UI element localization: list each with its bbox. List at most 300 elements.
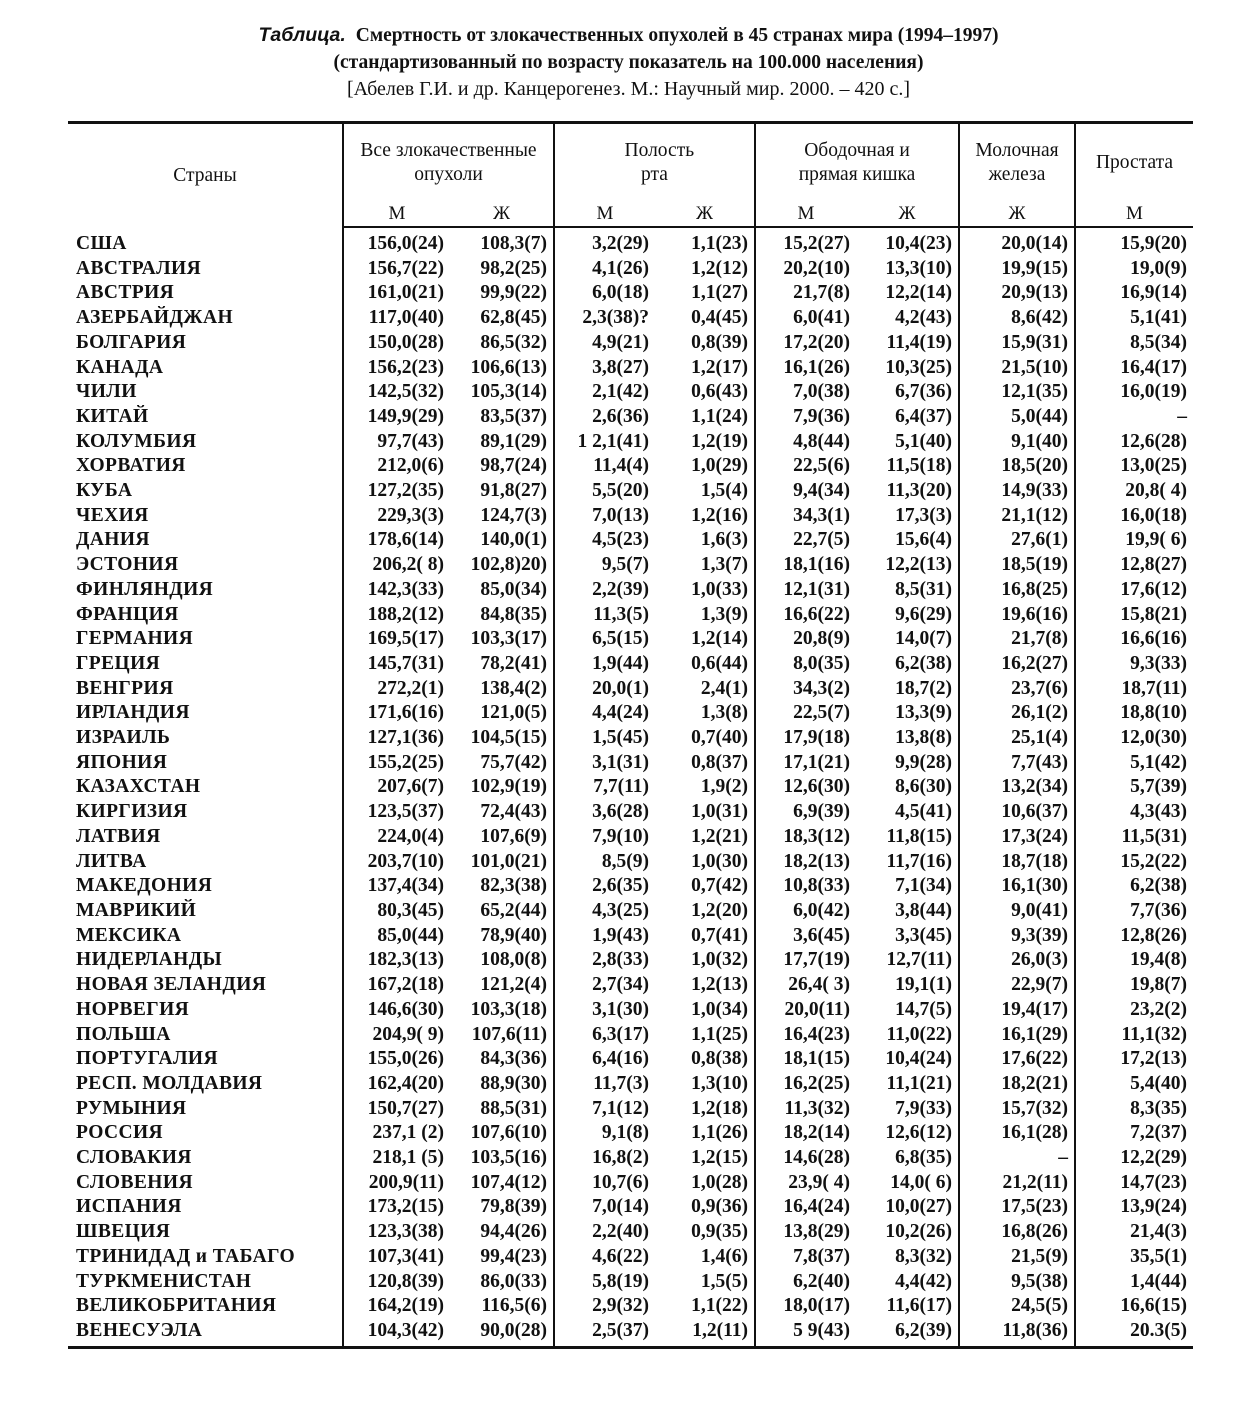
cell-breast-female: 17,5(23): [959, 1195, 1075, 1220]
cell-all-female: 107,4(12): [470, 1171, 547, 1193]
cell-all-male: 107,3(41): [343, 1245, 450, 1270]
cell-all-male: 162,4(20): [343, 1072, 450, 1097]
cell-country: БОЛГАРИЯ: [76, 331, 187, 353]
cell-country: ТУРКМЕНИСТАН: [76, 1270, 252, 1292]
table-row: [68, 1270, 1193, 1295]
cell-colon-male: 7,9(36): [755, 405, 856, 430]
cell-all-male: 218,1 (5): [343, 1146, 450, 1171]
cell-all-female: 107,6(10): [470, 1122, 547, 1144]
cell-all-male: 156,7(22): [343, 257, 450, 282]
cell-oral-male: 3,6(28): [554, 800, 655, 825]
cell-all-female: 99,9(22): [480, 282, 547, 304]
cell-country: США: [76, 232, 127, 254]
cell-colon-female: 4,4(42): [895, 1270, 952, 1292]
cell-oral-male: 7,7(11): [554, 775, 655, 800]
cell-all-male: 120,8(39): [343, 1270, 450, 1295]
cell-colon-male: 13,8(29): [755, 1220, 856, 1245]
cell-country: ГЕРМАНИЯ: [76, 628, 194, 650]
cell-all-male: 117,0(40): [343, 306, 450, 331]
cell-prostate-male: 19,8(7): [1075, 973, 1193, 998]
table-row: [68, 726, 1193, 751]
cell-all-male: 80,3(45): [343, 899, 450, 924]
cell-colon-female: 15,6(4): [895, 529, 952, 551]
cell-all-female: 103,5(16): [470, 1147, 547, 1169]
cell-breast-female: 8,6(42): [959, 306, 1075, 331]
cell-breast-female: 16,8(25): [959, 578, 1075, 603]
cell-all-female: 86,0(33): [480, 1270, 547, 1292]
table-header: [68, 123, 1193, 228]
cell-colon-female: 6,2(38): [895, 652, 952, 674]
table-body: [68, 227, 1193, 1347]
cell-colon-male: 16,6(22): [755, 603, 856, 628]
cell-colon-male: 4,8(44): [755, 430, 856, 455]
cell-oral-male: 11,3(5): [554, 603, 655, 628]
cell-breast-female: 18,5(19): [959, 553, 1075, 578]
cell-colon-female: 3,8(44): [895, 899, 952, 921]
header-all-cancers: Все злокачественные опухоли: [343, 123, 554, 203]
table-row: [68, 1220, 1193, 1245]
cell-prostate-male: 16,6(16): [1075, 627, 1193, 652]
table-row: [68, 973, 1193, 998]
cell-all-male: 150,7(27): [343, 1097, 450, 1122]
cell-oral-female: 1,0(28): [691, 1171, 748, 1193]
cell-oral-female: 1,9(2): [700, 776, 748, 798]
cell-all-female: 108,0(8): [480, 949, 547, 971]
caption-label: Таблица.: [258, 24, 346, 46]
cell-prostate-male: 15,9(20): [1075, 227, 1193, 257]
cell-colon-female: 10,4(24): [885, 1048, 952, 1070]
cell-oral-male: 4,9(21): [554, 331, 655, 356]
cell-all-female: 98,2(25): [480, 257, 547, 279]
cell-oral-female: 2,4(1): [700, 677, 748, 699]
cell-oral-female: 0,9(36): [691, 1196, 748, 1218]
cell-country: КИТАЙ: [76, 405, 149, 427]
cell-colon-male: 22,5(7): [755, 701, 856, 726]
cell-oral-female: 0,6(44): [691, 652, 748, 674]
cell-colon-female: 11,7(16): [886, 850, 952, 872]
cell-oral-female: 1,5(5): [700, 1270, 748, 1292]
cell-breast-female: 21,7(8): [959, 627, 1075, 652]
cell-oral-male: 9,5(7): [554, 553, 655, 578]
cell-oral-female: 0,7(40): [691, 727, 748, 749]
table-row: [68, 1097, 1193, 1122]
header-breast-female: Ж: [959, 202, 1075, 227]
cell-country: КОЛУМБИЯ: [76, 430, 197, 452]
table-row: [68, 1245, 1193, 1270]
header-oral-cavity: Полость рта: [554, 123, 755, 203]
table-row: [68, 430, 1193, 455]
cell-oral-male: 10,7(6): [554, 1171, 655, 1196]
cell-prostate-male: –: [1075, 405, 1193, 430]
cell-all-male: 200,9(11): [343, 1171, 450, 1196]
cell-breast-female: 23,7(6): [959, 677, 1075, 702]
cell-breast-female: 10,6(37): [959, 800, 1075, 825]
table-row: [68, 1294, 1193, 1319]
cell-colon-male: 6,0(41): [755, 306, 856, 331]
cell-oral-male: 2,7(34): [554, 973, 655, 998]
cell-prostate-male: 35,5(1): [1075, 1245, 1193, 1270]
cell-prostate-male: 8,3(35): [1075, 1097, 1193, 1122]
header-colon-female: Ж: [856, 202, 959, 227]
cell-oral-female: 1,2(17): [691, 356, 748, 378]
cell-all-female: 91,8(27): [480, 480, 547, 502]
cell-prostate-male: 23,2(2): [1075, 998, 1193, 1023]
table-row: [68, 1195, 1193, 1220]
cell-oral-female: 0,7(41): [691, 924, 748, 946]
cell-oral-female: 1,2(16): [691, 504, 748, 526]
cell-oral-male: 2,6(36): [554, 405, 655, 430]
cell-oral-male: 1,5(45): [554, 726, 655, 751]
table-row: [68, 227, 1193, 257]
cell-prostate-male: 16,9(14): [1075, 281, 1193, 306]
cell-oral-male: 3,1(30): [554, 998, 655, 1023]
cell-all-male: 145,7(31): [343, 652, 450, 677]
cell-prostate-male: 19,4(8): [1075, 948, 1193, 973]
cell-colon-male: 15,2(27): [755, 227, 856, 257]
cell-breast-female: 12,1(35): [959, 380, 1075, 405]
cell-all-male: 229,3(3): [343, 504, 450, 529]
cell-country: МЕКСИКА: [76, 924, 182, 946]
cell-breast-female: 21,1(12): [959, 504, 1075, 529]
cell-colon-male: 14,6(28): [755, 1146, 856, 1171]
cell-oral-male: 6,4(16): [554, 1047, 655, 1072]
cell-oral-male: 1,9(43): [554, 924, 655, 949]
cell-breast-female: 13,2(34): [959, 775, 1075, 800]
cell-prostate-male: 12,2(29): [1075, 1146, 1193, 1171]
cell-breast-female: 27,6(1): [959, 528, 1075, 553]
cell-oral-male: 8,5(9): [554, 850, 655, 875]
cell-country: ИРЛАНДИЯ: [76, 702, 190, 724]
cell-all-female: 88,9(30): [480, 1072, 547, 1094]
table-row: [68, 356, 1193, 381]
cell-all-female: 116,5(6): [481, 1295, 547, 1317]
table-row: [68, 454, 1193, 479]
cell-all-male: 127,2(35): [343, 479, 450, 504]
cell-breast-female: 20,0(14): [959, 227, 1075, 257]
cell-colon-male: 12,6(30): [755, 775, 856, 800]
cell-breast-female: 21,5(10): [959, 356, 1075, 381]
cell-oral-female: 1,1(24): [691, 405, 748, 427]
cell-colon-male: 22,7(5): [755, 528, 856, 553]
cell-oral-male: 4,5(23): [554, 528, 655, 553]
cell-oral-male: 6,0(18): [554, 281, 655, 306]
cell-country: ЛАТВИЯ: [76, 825, 161, 847]
cell-all-female: 105,3(14): [470, 381, 547, 403]
cell-oral-male: 2,2(39): [554, 578, 655, 603]
cell-colon-female: 7,1(34): [895, 875, 952, 897]
cell-prostate-male: 16,0(19): [1075, 380, 1193, 405]
cell-breast-female: 24,5(5): [959, 1294, 1075, 1319]
cell-all-female: 78,2(41): [480, 652, 547, 674]
cell-oral-male: 2,6(35): [554, 874, 655, 899]
cell-oral-male: 1,9(44): [554, 652, 655, 677]
cell-oral-female: 0,9(35): [691, 1221, 748, 1243]
cell-colon-female: 18,7(2): [895, 677, 952, 699]
cell-breast-female: 21,2(11): [959, 1171, 1075, 1196]
cell-colon-male: 18,3(12): [755, 825, 856, 850]
cell-oral-male: 4,3(25): [554, 899, 655, 924]
cell-colon-male: 23,9( 4): [755, 1171, 856, 1196]
cell-colon-female: 17,3(3): [895, 504, 952, 526]
cell-all-male: 164,2(19): [343, 1294, 450, 1319]
cell-colon-male: 16,2(25): [755, 1072, 856, 1097]
cell-prostate-male: 21,4(3): [1075, 1220, 1193, 1245]
cell-colon-female: 10,2(26): [885, 1221, 952, 1243]
cell-prostate-male: 12,6(28): [1075, 430, 1193, 455]
cell-colon-male: 18,2(14): [755, 1121, 856, 1146]
cell-breast-female: 16,1(28): [959, 1121, 1075, 1146]
cell-breast-female: 26,1(2): [959, 701, 1075, 726]
table-row: [68, 1072, 1193, 1097]
cell-colon-male: 10,8(33): [755, 874, 856, 899]
cell-all-female: 79,8(39): [480, 1196, 547, 1218]
cell-oral-female: 1,5(4): [700, 480, 748, 502]
cell-prostate-male: 16,6(15): [1075, 1294, 1193, 1319]
cell-oral-male: 2,9(32): [554, 1294, 655, 1319]
cell-oral-female: 1,6(3): [700, 529, 748, 551]
cell-breast-female: 19,6(16): [959, 603, 1075, 628]
cell-all-female: 124,7(3): [480, 504, 547, 526]
cell-colon-female: 11,5(18): [886, 455, 952, 477]
cell-all-male: 137,4(34): [343, 874, 450, 899]
cell-oral-female: 1,2(15): [691, 1147, 748, 1169]
cell-oral-female: 1,1(25): [691, 1023, 748, 1045]
cell-oral-female: 1,2(12): [691, 257, 748, 279]
cell-oral-female: 1,2(19): [691, 430, 748, 452]
cell-oral-male: 9,1(8): [554, 1121, 655, 1146]
cell-oral-male: 6,5(15): [554, 627, 655, 652]
cell-all-male: 123,3(38): [343, 1220, 450, 1245]
table-row: [68, 578, 1193, 603]
cell-all-female: 103,3(17): [470, 628, 547, 650]
cell-all-female: 99,4(23): [480, 1245, 547, 1267]
cell-all-female: 121,2(4): [480, 974, 547, 996]
cell-country: ХОРВАТИЯ: [76, 455, 186, 477]
table-row: [68, 652, 1193, 677]
cell-all-female: 140,0(1): [480, 529, 547, 551]
table-row: [68, 1047, 1193, 1072]
cell-breast-female: 9,0(41): [959, 899, 1075, 924]
table-row: [68, 603, 1193, 628]
cell-prostate-male: 16,0(18): [1075, 504, 1193, 529]
cell-colon-female: 12,2(14): [885, 282, 952, 304]
cell-all-female: 78,9(40): [480, 924, 547, 946]
table-row: [68, 479, 1193, 504]
cell-oral-male: 7,1(12): [554, 1097, 655, 1122]
table-row: [68, 1023, 1193, 1048]
cell-all-female: 107,6(9): [480, 825, 547, 847]
cell-all-male: 182,3(13): [343, 948, 450, 973]
cell-country: ФИНЛЯНДИЯ: [76, 578, 214, 600]
cell-colon-male: 9,4(34): [755, 479, 856, 504]
cell-colon-male: 26,4( 3): [755, 973, 856, 998]
cell-country: ПОРТУГАЛИЯ: [76, 1048, 218, 1070]
cell-all-female: 90,0(28): [450, 1319, 554, 1347]
cell-country: ТРИНИДАД и ТАБАГО: [76, 1245, 296, 1267]
cell-prostate-male: 20,8( 4): [1075, 479, 1193, 504]
cell-breast-female: 19,9(15): [959, 257, 1075, 282]
cell-oral-female: 1,0(33): [691, 578, 748, 600]
cell-oral-male: 7,0(14): [554, 1195, 655, 1220]
cell-country: ИЗРАИЛЬ: [76, 727, 171, 749]
cell-oral-male: 11,7(3): [554, 1072, 655, 1097]
cell-country: КИРГИЗИЯ: [76, 801, 188, 823]
table-row: [68, 1146, 1193, 1171]
cell-colon-female: 12,2(13): [885, 554, 952, 576]
cell-country: КАНАДА: [76, 356, 164, 378]
cell-country: РЕСП. МОЛДАВИЯ: [76, 1072, 263, 1094]
cell-oral-male: 5,8(19): [554, 1270, 655, 1295]
header-prostate-male: М: [1075, 202, 1193, 227]
cell-country: АВСТРИЯ: [76, 282, 175, 304]
cell-country: РОССИЯ: [76, 1122, 164, 1144]
cell-all-female: 107,6(11): [471, 1023, 547, 1045]
cell-colon-male: 18,1(15): [755, 1047, 856, 1072]
cell-oral-male: 2,2(40): [554, 1220, 655, 1245]
caption-line-2: (стандартизованный по возрасту показатель на 100.000 населения): [333, 52, 924, 73]
caption-title: Смертность от злокачественных опухолей в 45 странах мира (1994–1997): [355, 25, 999, 46]
cell-prostate-male: 4,3(43): [1075, 800, 1193, 825]
cell-oral-female: 1,3(8): [700, 702, 748, 724]
cell-prostate-male: 11,5(31): [1075, 825, 1193, 850]
caption-line-1: [0, 22, 1257, 49]
cell-oral-male: 3,8(27): [554, 356, 655, 381]
cell-prostate-male: 1,4(44): [1075, 1270, 1193, 1295]
cell-colon-female: 10,4(23): [885, 233, 952, 254]
cell-oral-female: 1,2(14): [691, 628, 748, 650]
cell-oral-male: 3,2(29): [554, 227, 655, 257]
cell-all-male: 203,7(10): [343, 850, 450, 875]
cell-prostate-male: 5,1(41): [1075, 306, 1193, 331]
cell-all-male: 127,1(36): [343, 726, 450, 751]
cell-country: КУБА: [76, 480, 133, 502]
cell-colon-female: 13,3(10): [885, 257, 952, 279]
cell-colon-female: 6,2(39): [856, 1319, 959, 1347]
header-all-female: Ж: [450, 202, 554, 227]
cell-breast-female: 16,1(29): [959, 1023, 1075, 1048]
header-all-male: М: [343, 202, 450, 227]
cell-oral-male: 2,5(37): [554, 1319, 655, 1347]
cell-oral-male: 7,9(10): [554, 825, 655, 850]
cell-breast-female: 16,2(27): [959, 652, 1075, 677]
cell-all-male: 142,5(32): [343, 380, 450, 405]
cell-country: НОРВЕГИЯ: [76, 998, 190, 1020]
cell-prostate-male: 13,9(24): [1075, 1195, 1193, 1220]
cell-breast-female: 26,0(3): [959, 948, 1075, 973]
cell-all-female: 103,3(18): [470, 998, 547, 1020]
cell-colon-male: 16,4(24): [755, 1195, 856, 1220]
table-caption: [0, 22, 1257, 103]
cell-prostate-male: 8,5(34): [1075, 331, 1193, 356]
table-row: [68, 874, 1193, 899]
cell-oral-male: 7,0(13): [554, 504, 655, 529]
cell-oral-male: 1 2,1(41): [554, 430, 655, 455]
cell-all-male: 142,3(33): [343, 578, 450, 603]
header-colon-rectum: Ободочная и прямая кишка: [755, 123, 959, 203]
cell-colon-male: 18,0(17): [755, 1294, 856, 1319]
cell-oral-female: 1,2(20): [691, 899, 748, 921]
cell-colon-male: 20,0(11): [755, 998, 856, 1023]
cell-oral-female: 0,8(37): [691, 751, 748, 773]
header-oral-female: Ж: [655, 202, 755, 227]
cell-all-female: 106,6(13): [470, 356, 547, 378]
cell-prostate-male: 15,8(21): [1075, 603, 1193, 628]
cell-all-male: 146,6(30): [343, 998, 450, 1023]
table-row: [68, 257, 1193, 282]
cell-colon-male: 17,7(19): [755, 948, 856, 973]
cell-oral-female: 1,0(29): [691, 455, 748, 477]
cell-country: РУМЫНИЯ: [76, 1097, 187, 1119]
cell-country: ВЕНЕСУЭЛА: [68, 1319, 343, 1347]
cell-colon-female: 8,3(32): [895, 1245, 952, 1267]
cell-oral-female: 1,3(9): [700, 603, 748, 625]
cell-oral-female: 1,2(11): [655, 1319, 755, 1347]
cell-country: НИДЕРЛАНДЫ: [76, 949, 223, 971]
cell-colon-male: 12,1(31): [755, 578, 856, 603]
cell-all-female: 101,0(21): [470, 850, 547, 872]
cell-colon-male: 20,8(9): [755, 627, 856, 652]
table-row: [68, 850, 1193, 875]
cell-colon-female: 6,7(36): [895, 381, 952, 403]
cell-colon-female: 11,1(21): [886, 1072, 952, 1094]
table-row: [68, 1171, 1193, 1196]
cell-all-female: 121,0(5): [480, 702, 547, 724]
cell-prostate-male: 12,8(26): [1075, 924, 1193, 949]
cell-all-male: 155,0(26): [343, 1047, 450, 1072]
cell-all-male: 97,7(43): [343, 430, 450, 455]
cell-country: АВСТРАЛИЯ: [76, 257, 202, 279]
cell-prostate-male: 16,4(17): [1075, 356, 1193, 381]
cell-all-female: 82,3(38): [480, 875, 547, 897]
cell-prostate-male: 17,2(13): [1075, 1047, 1193, 1072]
cell-all-male: 104,3(42): [343, 1319, 450, 1347]
cell-colon-male: 11,3(32): [755, 1097, 856, 1122]
cell-all-male: 155,2(25): [343, 751, 450, 776]
cell-all-female: 138,4(2): [480, 677, 547, 699]
cell-country: МАКЕДОНИЯ: [76, 875, 213, 897]
cell-country: АЗЕРБАЙДЖАН: [76, 307, 234, 329]
cell-colon-female: 6,8(35): [895, 1147, 952, 1169]
table-row: [68, 281, 1193, 306]
cell-prostate-male: 11,1(32): [1075, 1023, 1193, 1048]
cell-all-male: 123,5(37): [343, 800, 450, 825]
table-row: [68, 998, 1193, 1023]
cell-all-male: 224,0(4): [343, 825, 450, 850]
cell-prostate-male: 7,2(37): [1075, 1121, 1193, 1146]
cell-oral-male: 2,8(33): [554, 948, 655, 973]
cell-oral-female: 1,2(13): [691, 974, 748, 996]
cell-breast-female: 5,0(44): [959, 405, 1075, 430]
cell-oral-female: 1,3(10): [691, 1072, 748, 1094]
cell-country: ВЕНГРИЯ: [76, 677, 174, 699]
cell-oral-female: 0,6(43): [691, 381, 748, 403]
cell-country: ШВЕЦИЯ: [76, 1221, 171, 1243]
cell-oral-male: 2,1(42): [554, 380, 655, 405]
cell-colon-female: 10,0(27): [885, 1196, 952, 1218]
cell-prostate-male: 5,1(42): [1075, 751, 1193, 776]
cell-colon-female: 13,3(9): [895, 702, 952, 724]
cell-all-female: 84,3(36): [480, 1048, 547, 1070]
cell-all-female: 62,8(45): [480, 307, 547, 329]
cell-country: ЯПОНИЯ: [76, 751, 168, 773]
cell-colon-female: 11,3(20): [886, 480, 952, 502]
cell-colon-female: 11,8(15): [886, 825, 952, 847]
cell-breast-female: 19,4(17): [959, 998, 1075, 1023]
table-row: [68, 701, 1193, 726]
cell-country: КАЗАХСТАН: [76, 776, 201, 798]
cell-oral-male: 2,3(38)?: [554, 306, 655, 331]
cell-all-male: 171,6(16): [343, 701, 450, 726]
